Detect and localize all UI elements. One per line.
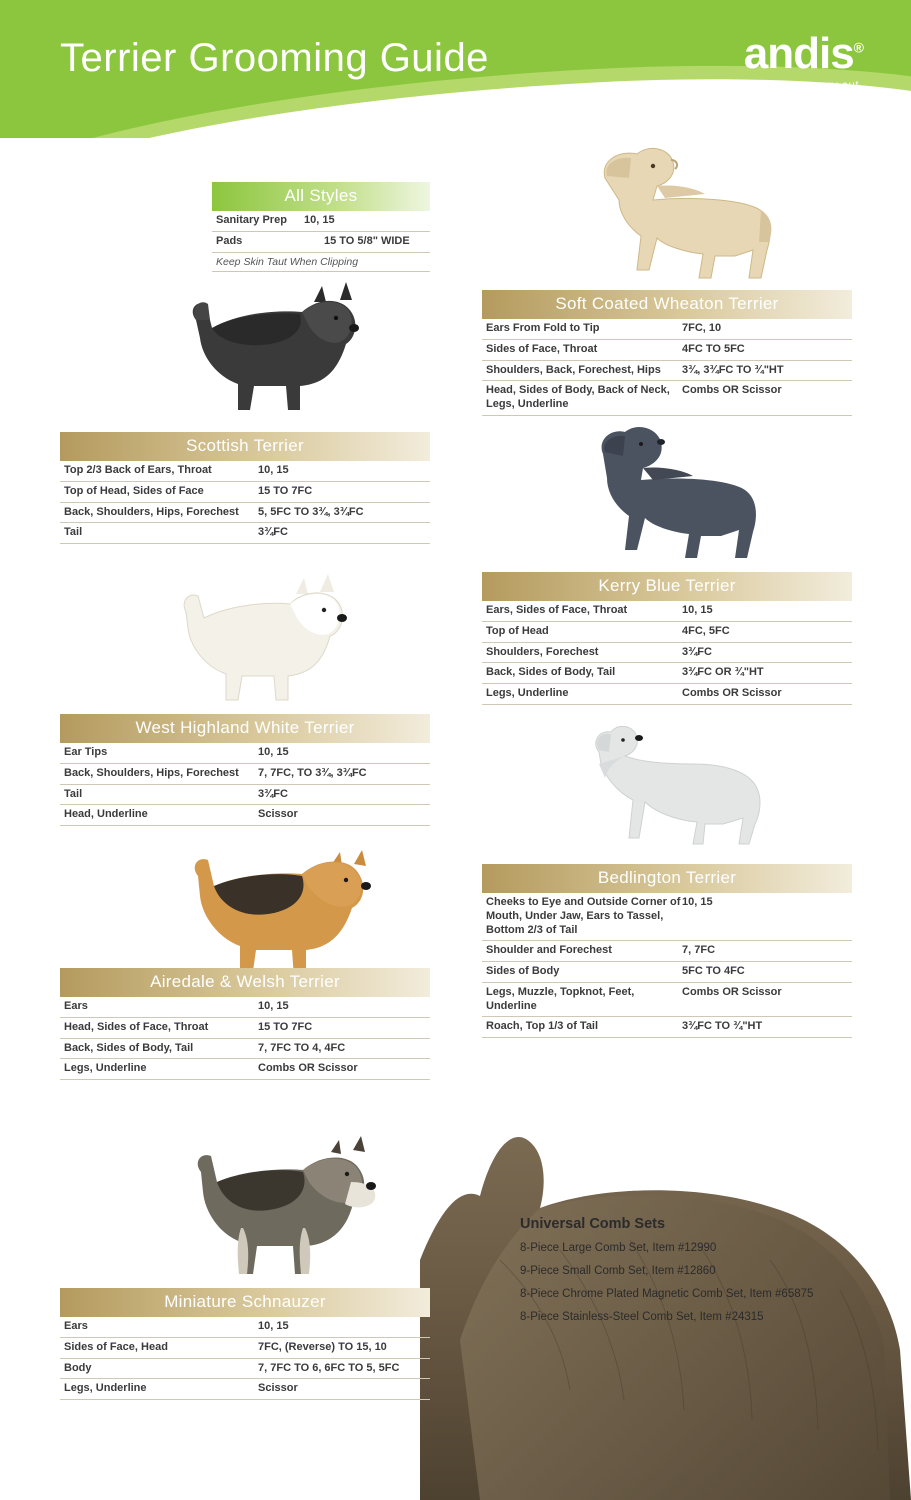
row-value: 10, 15 (682, 604, 713, 616)
row-value: 7FC, 10 (682, 322, 722, 334)
table-row (60, 743, 430, 764)
table-row (482, 893, 852, 941)
brand-tagline: every style. every groom. every cut. (659, 80, 863, 92)
table-title: All Styles (212, 182, 430, 211)
table-row (60, 1379, 430, 1400)
table-row (60, 1359, 430, 1380)
scottish-terrier-photo (150, 268, 400, 433)
row-label: Ears From Fold to Tip (486, 322, 600, 334)
row-value: 7, 7FC TO 4, 4FC (258, 1041, 346, 1054)
table-row (482, 601, 852, 622)
table-all-styles (212, 182, 430, 272)
row-value: Combs OR Scissor (258, 1062, 358, 1075)
row-label: Tail (64, 787, 83, 800)
table-title: Airedale & Welsh Terrier (60, 968, 430, 997)
table-title: Miniature Schnauzer (60, 1288, 430, 1317)
row-value: 4FC, 5FC (682, 624, 730, 637)
table-row (60, 805, 430, 826)
row-label: Shoulder and Forechest (486, 944, 612, 957)
row-value: 15 TO 7FC (258, 1020, 313, 1033)
table-row (482, 340, 852, 361)
table-row (60, 461, 430, 482)
row-label: Tail (64, 526, 83, 539)
row-value: 3¾FC (258, 787, 288, 800)
row-value: 4FC TO 5FC (682, 342, 745, 355)
row-label: Head, Underline (64, 808, 148, 821)
comb-set-item: 8-Piece Large Comb Set, Item #12990 (520, 1242, 717, 1254)
row-value: 10, 15 (258, 464, 289, 476)
row-label: Top of Head (486, 624, 549, 637)
comb-set-item: 8-Piece Chrome Plated Magnetic Comb Set, Item #65875 (520, 1288, 814, 1300)
row-label: Pads (216, 234, 243, 247)
table-title: West Highland White Terrier (60, 714, 430, 743)
row-label: Cheeks to Eye and Outside Corner of Mouth, Under Jaw, Ears to Tassel, Bottom 2/3 of Tail (486, 896, 681, 936)
table-row (482, 684, 852, 705)
row-label: Back, Shoulders, Hips, Forechest (64, 766, 239, 779)
table-row (60, 997, 430, 1018)
brand-logo (659, 29, 863, 92)
row-value: 3¾, 3¾FC TO ¾"HT (682, 363, 784, 376)
universal-comb-sets (520, 1216, 880, 1334)
row-value: Combs OR Scissor (682, 687, 782, 699)
table-row (482, 361, 852, 382)
miniature-schnauzer-photo (155, 1124, 395, 1294)
table-scottish-terrier (60, 432, 430, 544)
table-miniature-schnauzer (60, 1288, 430, 1400)
table-row (60, 1317, 430, 1338)
table-row (482, 962, 852, 983)
row-value: 15 TO 7FC (258, 484, 313, 497)
soft-coated-wheaton-terrier-photo (545, 138, 795, 288)
table-airedale-welsh-terrier (60, 968, 430, 1080)
table-row (482, 381, 852, 416)
row-label: Legs, Underline (64, 1382, 147, 1395)
registered-mark: ® (853, 39, 863, 56)
row-label: Top of Head, Sides of Face (64, 484, 204, 497)
table-row (60, 1338, 430, 1359)
table-row (482, 1017, 852, 1038)
row-value: 7, 7FC, TO 3¾, 3¾FC (258, 766, 367, 779)
row-value: 3¾FC (258, 526, 288, 539)
table-row (482, 663, 852, 684)
table-row (212, 211, 430, 232)
table-title: Soft Coated Wheaton Terrier (482, 290, 852, 319)
row-value: Scissor (258, 808, 298, 821)
table-row (60, 1018, 430, 1039)
row-value: Scissor (258, 1382, 298, 1395)
row-value: 10, 15 (258, 1000, 289, 1012)
table-row (60, 523, 430, 544)
row-label: Back, Shoulders, Hips, Forechest (64, 505, 239, 518)
bedlington-terrier-photo (555, 712, 785, 852)
row-label: Legs, Muzzle, Topknot, Feet, Underline (486, 985, 635, 1012)
row-value: 10, 15 (304, 214, 335, 226)
row-value: 5, 5FC TO 3¾, 3¾FC (258, 505, 364, 518)
comb-set-item: 9-Piece Small Comb Set, Item #12860 (520, 1265, 716, 1277)
table-row (482, 622, 852, 643)
row-label: Legs, Underline (64, 1062, 147, 1075)
page-header (0, 0, 911, 138)
row-label: Ear Tips (64, 746, 108, 758)
kerry-blue-terrier-photo (545, 418, 785, 568)
row-label: Head, Sides of Body, Back of Neck, Legs, Underline (486, 384, 670, 410)
row-value: 7, 7FC (682, 944, 716, 957)
comb-sets-title: Universal Comb Sets (520, 1216, 666, 1232)
row-value: 3¾FC TO ¾"HT (682, 1020, 763, 1033)
row-label: Top 2/3 Back of Ears, Throat (64, 464, 212, 476)
page-title: Terrier Grooming Guide (60, 36, 489, 80)
table-row (482, 643, 852, 664)
row-label: Roach, Top 1/3 of Tail (486, 1020, 599, 1033)
row-label: Body (64, 1361, 92, 1374)
table-row (60, 785, 430, 806)
table-title: Scottish Terrier (60, 432, 430, 461)
row-label: Sides of Face, Head (64, 1340, 168, 1353)
row-value: 15 TO 5/8" WIDE (324, 234, 410, 247)
row-value: 10, 15 (258, 746, 289, 758)
table-bedlington-terrier (482, 864, 852, 1038)
table-row (482, 983, 852, 1018)
row-value: 7, 7FC TO 6, 6FC TO 5, 5FC (258, 1361, 400, 1374)
row-label: Ears (64, 1320, 88, 1332)
table-row (482, 319, 852, 340)
table-west-highland-white-terrier (60, 714, 430, 826)
comb-set-item: 8-Piece Stainless-Steel Comb Set, Item #24315 (520, 1311, 764, 1323)
row-value: Combs OR Scissor (682, 384, 782, 397)
table-kerry-blue-terrier (482, 572, 852, 705)
row-label: Shoulders, Forechest (486, 645, 599, 658)
row-label: Sides of Body (486, 965, 560, 977)
row-label: Sanitary Prep (216, 214, 287, 226)
row-value: 10, 15 (258, 1320, 289, 1332)
table-row (60, 503, 430, 524)
table-row (212, 232, 430, 253)
table-title: Kerry Blue Terrier (482, 572, 852, 601)
row-value: 7FC, (Reverse) TO 15, 10 (258, 1340, 387, 1353)
row-value: 3¾FC (682, 645, 712, 658)
brand-name: andis (743, 29, 854, 78)
row-label: Back, Sides of Body, Tail (64, 1041, 194, 1054)
row-value: 10, 15 (682, 896, 713, 908)
table-title: Bedlington Terrier (482, 864, 852, 893)
table-row (60, 1039, 430, 1060)
table-row (60, 482, 430, 503)
table-soft-coated-wheaton-terrier (482, 290, 852, 416)
table-note: Keep Skin Taut When Clipping (212, 253, 430, 272)
row-label: Shoulders, Back, Forechest, Hips (486, 363, 661, 376)
row-value: 5FC TO 4FC (682, 965, 745, 977)
row-label: Ears (64, 1000, 88, 1012)
row-label: Head, Sides of Face, Throat (64, 1020, 209, 1033)
row-label: Ears, Sides of Face, Throat (486, 604, 628, 616)
table-row (482, 941, 852, 962)
row-value: 3¾FC OR ¾"HT (682, 666, 764, 679)
row-label: Sides of Face, Throat (486, 342, 598, 355)
table-row (60, 764, 430, 785)
table-row (60, 1059, 430, 1080)
row-label: Legs, Underline (486, 687, 569, 699)
west-highland-white-terrier-photo (140, 556, 390, 716)
row-value: Combs OR Scissor (682, 985, 782, 998)
row-label: Back, Sides of Body, Tail (486, 666, 616, 679)
